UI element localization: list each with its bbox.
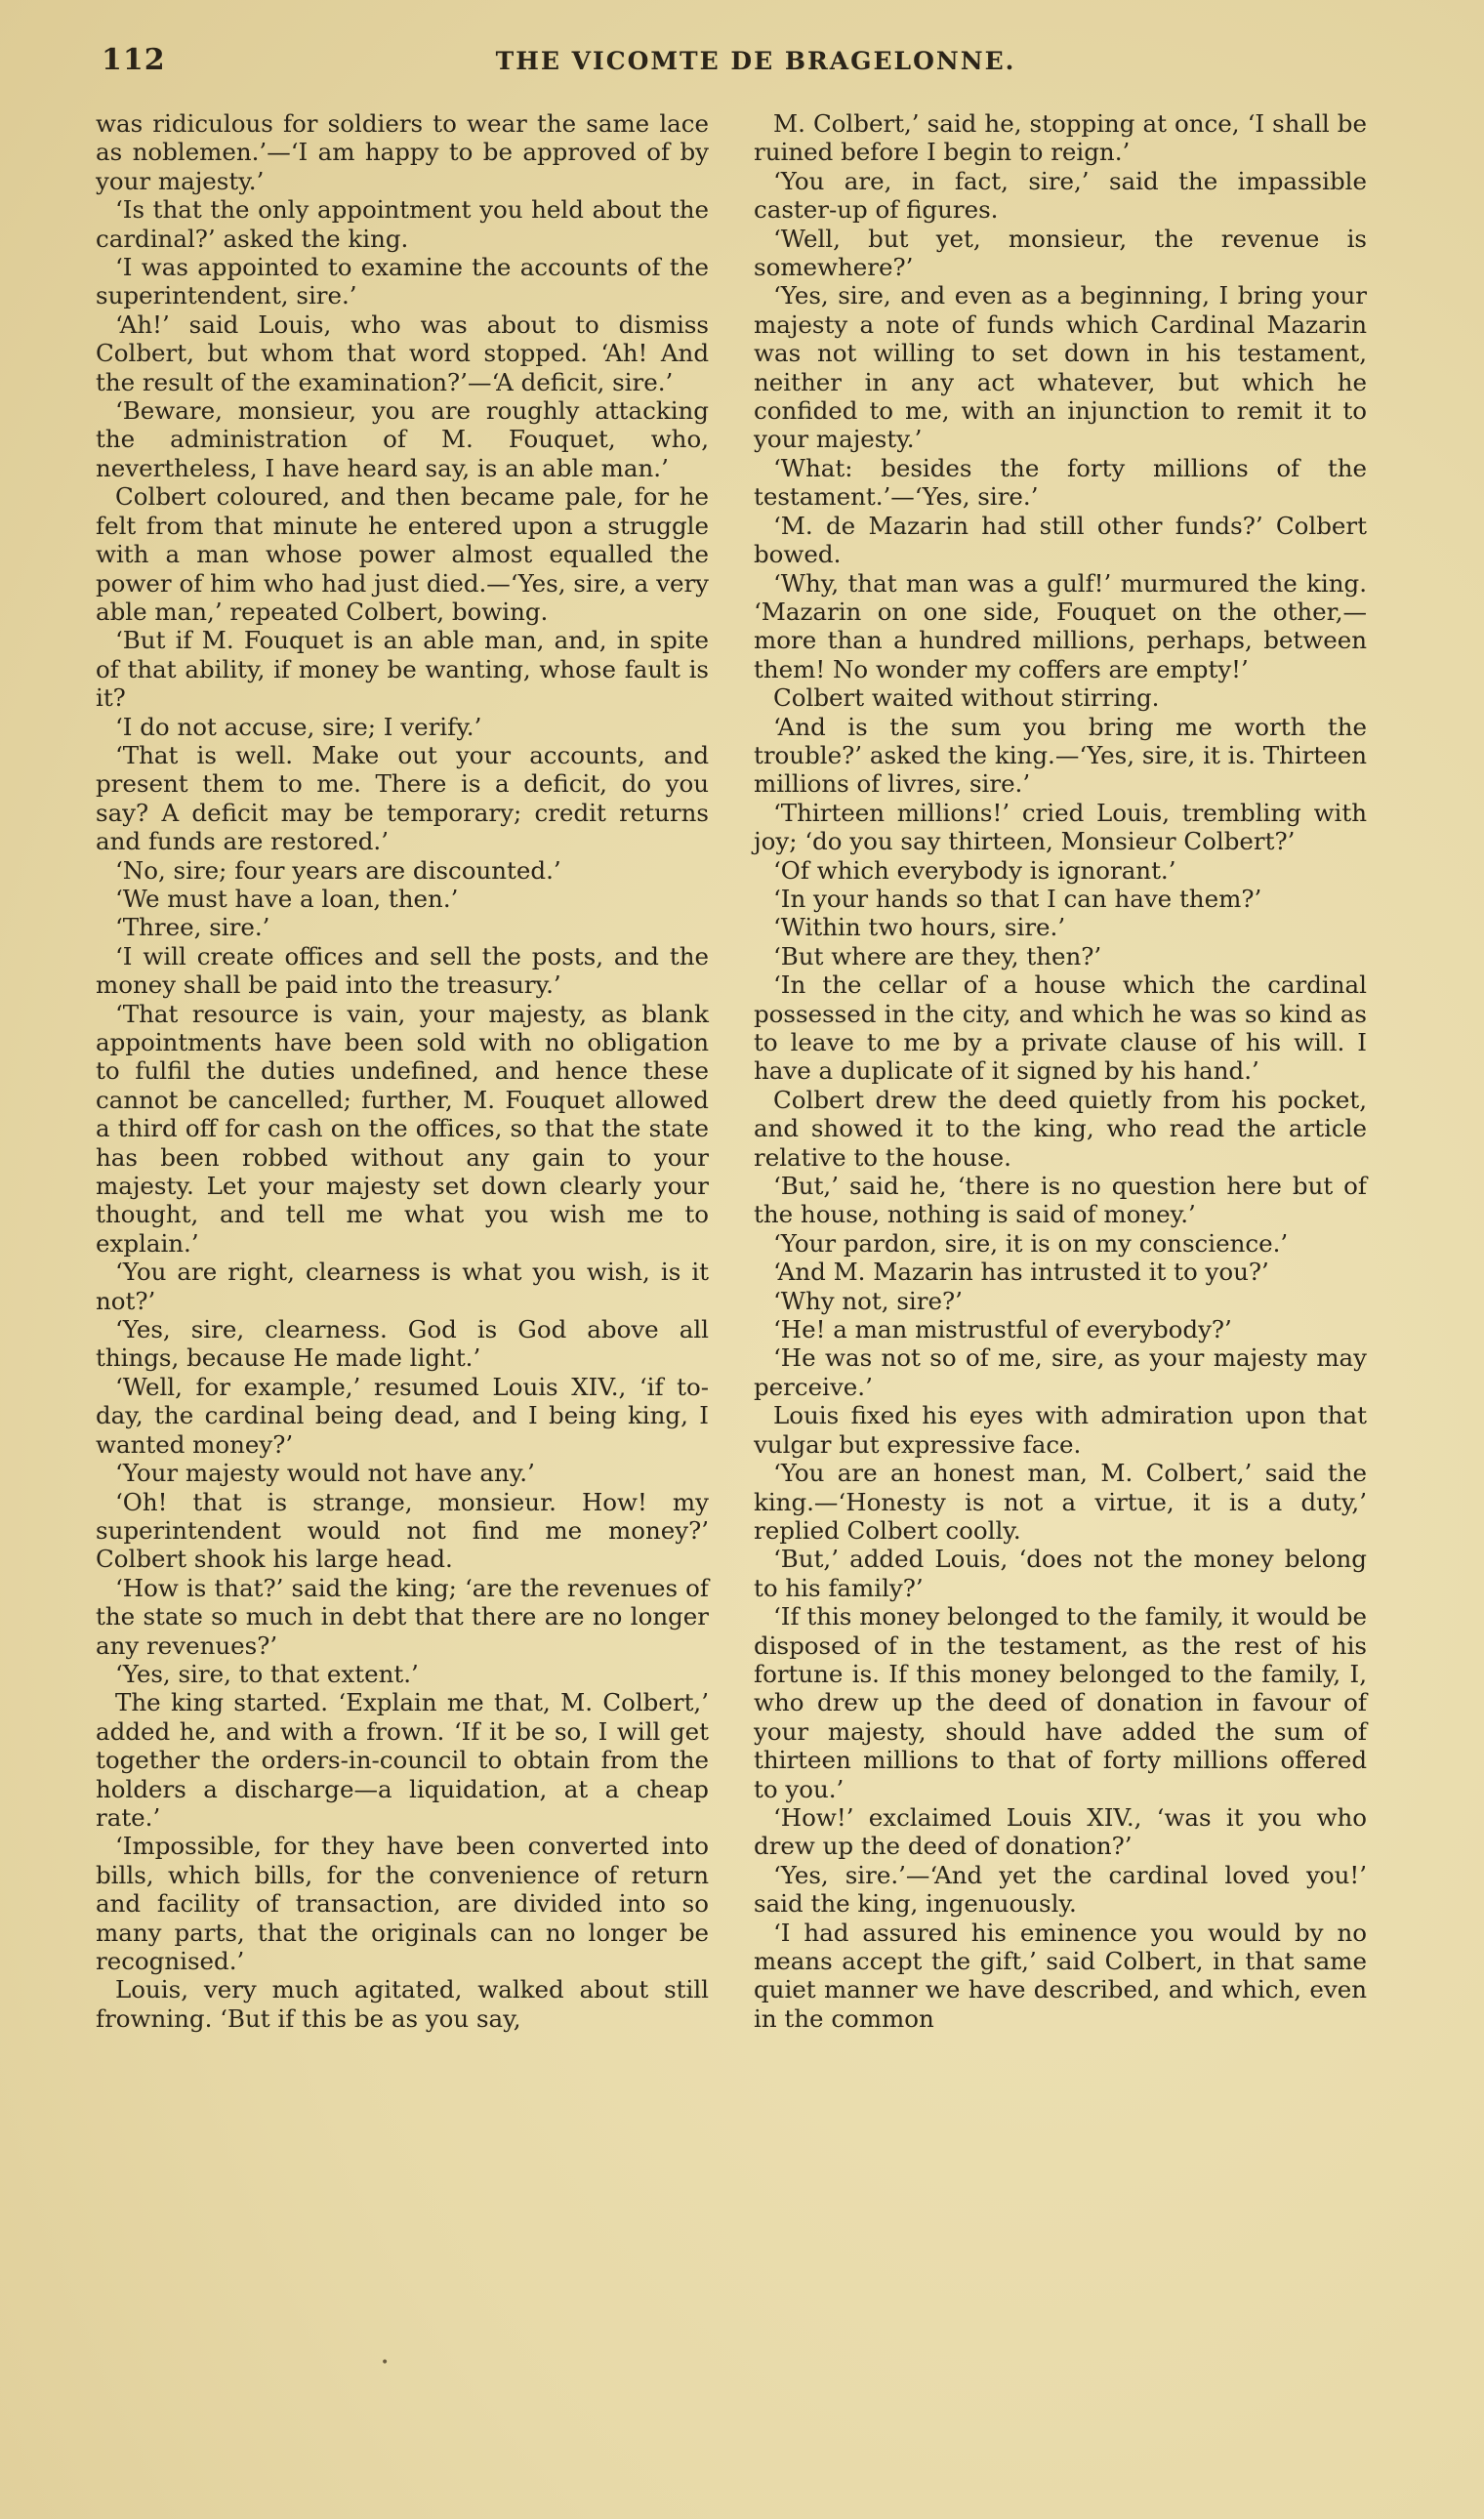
paragraph: ‘He was not so of me, sire, as your majesty may perceive.’ [754,1343,1367,1401]
paragraph: ‘But if M. Fouquet is an able man, and, in spite of that ability, if money be wanting, whose fault is it? [96,626,709,713]
paragraph: ‘Why, that man was a gulf!’ murmured the king. ‘Mazarin on one side, Fouquet on the other,—more than a hundred millions, perhaps, between them! No wonder my coffers are empty!’ [754,568,1367,683]
page-number: 112 [102,43,166,77]
paragraph: ‘Yes, sire, clearness. God is God above all things, because He made light.’ [96,1315,709,1373]
paragraph: ‘I will create offices and sell the posts, and the money shall be paid into the treasury.’ [96,941,709,1000]
paragraph: ‘And is the sum you bring me worth the trouble?’ asked the king.—‘Yes, sire, it is. Thirteen millions of livres, sire.’ [754,712,1367,799]
paragraph: ‘That is well. Make out your accounts, and present them to me. There is a deficit, do you say? A deficit may be temporary; credit returns and funds are restored.’ [96,740,709,856]
paragraph: ‘But where are they, then?’ [773,941,1102,970]
paragraph: ‘If this money belonged to the family, it would be disposed of in the testament, as the rest of his fortune is. If this money belonged to the family, I, who drew up the deed of donation in favour of your majesty, should have added the sum of thirteen millions to that of forty millions offered to you.’ [754,1602,1367,1803]
paragraph: ‘Your majesty would not have any.’ [115,1459,535,1488]
paragraph: ‘You are right, clearness is what you wish, is it not?’ [96,1258,709,1315]
paragraph: ‘Yes, sire, to that extent.’ [115,1659,419,1688]
paragraph: ‘You are, in fact, sire,’ said the impassible caster-up of figures. [754,166,1367,225]
paragraph: ‘M. de Mazarin had still other funds?’ Colbert bowed. [754,511,1367,569]
running-title: THE VICOMTE DE BRAGELONNE. [495,47,1016,75]
paragraph: ‘Your pardon, sire, it is on my conscience.’ [773,1228,1289,1258]
paragraph: M. Colbert,’ said he, stopping at once, ‘I shall be ruined before I begin to reign.’ [754,109,1367,167]
paragraph: ‘He! a man mistrustful of everybody?’ [773,1315,1232,1344]
paragraph: ‘But,’ said he, ‘there is no question here but of the house, nothing is said of money.’ [754,1172,1367,1229]
paragraph: ‘Ah!’ said Louis, who was about to dismiss Colbert, but whom that word stopped. ‘Ah! And the result of the examination?’—‘A deficit, sire.’ [96,310,709,396]
paragraph: ‘That resource is vain, your majesty, as blank appointments have been sold with no obligation to fulfil the duties undefined, and hence these cannot be cancelled; further, M. Fouquet allowed a third off for cash on the offices, so that the state has been robbed without any gain to your majesty. Let your majesty set down clearly your thought, and tell me what you wish me to explain.’ [96,999,709,1258]
page-header [102,43,1410,92]
paragraph: ‘Why not, sire?’ [773,1286,963,1315]
paragraph: ‘Beware, monsieur, you are roughly attacking the administration of M. Fouquet, who, nevertheless, I have heard say, is an able man.’ [96,396,709,482]
paragraph: ‘Well, for example,’ resumed Louis XIV., ‘if to-day, the cardinal being dead, and I being king, I wanted money?’ [96,1372,709,1459]
paragraph: ‘I do not accuse, sire; I verify.’ [115,712,482,741]
left-text-column [96,109,709,2033]
paragraph: ‘What: besides the forty millions of the testament.’—‘Yes, sire.’ [754,453,1367,512]
paragraph: ‘But,’ added Louis, ‘does not the money belong to his family?’ [754,1545,1367,1602]
paragraph: ‘Well, but yet, monsieur, the revenue is somewhere?’ [754,224,1367,282]
paragraph: ‘I had assured his eminence you would by no means accept the gift,’ said Colbert, in that same quiet manner we have described, and which, even in the common [754,1918,1367,2033]
paragraph: ‘Three, sire.’ [115,913,270,942]
paragraph: Colbert coloured, and then became pale, for he felt from that minute he entered upon a struggle with a man whose power almost equalled the power of him who had just died.—‘Yes, sire, a very able man,’ repeated Colbert, bowing. [96,482,709,626]
paragraph: ‘Is that the only appointment you held about the cardinal?’ asked the king. [96,195,709,253]
paragraph: ‘And M. Mazarin has intrusted it to you?’ [773,1258,1269,1287]
paragraph: ‘We must have a loan, then.’ [115,884,459,913]
paragraph: Colbert waited without stirring. [773,683,1160,713]
paragraph: Louis fixed his eyes with admiration upon that vulgar but expressive face. [754,1401,1367,1459]
paragraph: Colbert drew the deed quietly from his pocket, and showed it to the king, who read the article relative to the house. [754,1085,1367,1172]
paragraph: ‘Of which everybody is ignorant.’ [773,855,1176,885]
paragraph: ‘Oh! that is strange, monsieur. How! my superintendent would not find me money?’ Colbert shook his large head. [96,1487,709,1574]
paragraph: ‘I was appointed to examine the accounts of the superintendent, sire.’ [96,253,709,310]
paragraph: ‘Thirteen millions!’ cried Louis, trembling with joy; ‘do you say thirteen, Monsieur Colbert?’ [754,798,1367,856]
paragraph: ‘You are an honest man, M. Colbert,’ said the king.—‘Honesty is not a virtue, it is a duty,’ replied Colbert coolly. [754,1459,1367,1545]
paragraph: ‘Yes, sire.’—‘And yet the cardinal loved you!’ said the king, ingenuously. [754,1860,1367,1919]
paragraph: ‘In the cellar of a house which the cardinal possessed in the city, and which he was so kind as to leave to me by a private clause of his will. I have a duplicate of it signed by his hand.’ [754,970,1367,1086]
paragraph: ‘How is that?’ said the king; ‘are the revenues of the state so much in debt that there are no longer any revenues?’ [96,1573,709,1660]
paragraph: The king started. ‘Explain me that, M. Colbert,’ added he, and with a frown. ‘If it be so, I will get together the orders-in-council to obtain from the holders a discharge—a liquidation, at a cheap rate.’ [96,1688,709,1832]
paragraph: ‘How!’ exclaimed Louis XIV., ‘was it you who drew up the deed of donation?’ [754,1802,1367,1861]
right-text-column [754,109,1367,2033]
paragraph: ‘In your hands so that I can have them?’ [773,884,1262,913]
paragraph: Louis, very much agitated, walked about still frowning. ‘But if this be as you say, [96,1975,709,2033]
print-mark: • [381,2355,390,2371]
paragraph: ‘Impossible, for they have been converted into bills, which bills, for the convenience of return and facility of transaction, are divided into so many parts, that the originals can no longer be recognised.’ [96,1832,709,1975]
paragraph: was ridiculous for soldiers to wear the same lace as noblemen.’—‘I am happy to be approved of by your majesty.’ [96,109,709,195]
paragraph: ‘Within two hours, sire.’ [773,913,1066,942]
paragraph: ‘No, sire; four years are discounted.’ [115,855,561,885]
paragraph: ‘Yes, sire, and even as a beginning, I bring your majesty a note of funds which Cardinal Mazarin was not willing to set down in his testament, neither in any act whatever, but which he confided to me, with an injunction to remit it to your majesty.’ [754,281,1367,454]
